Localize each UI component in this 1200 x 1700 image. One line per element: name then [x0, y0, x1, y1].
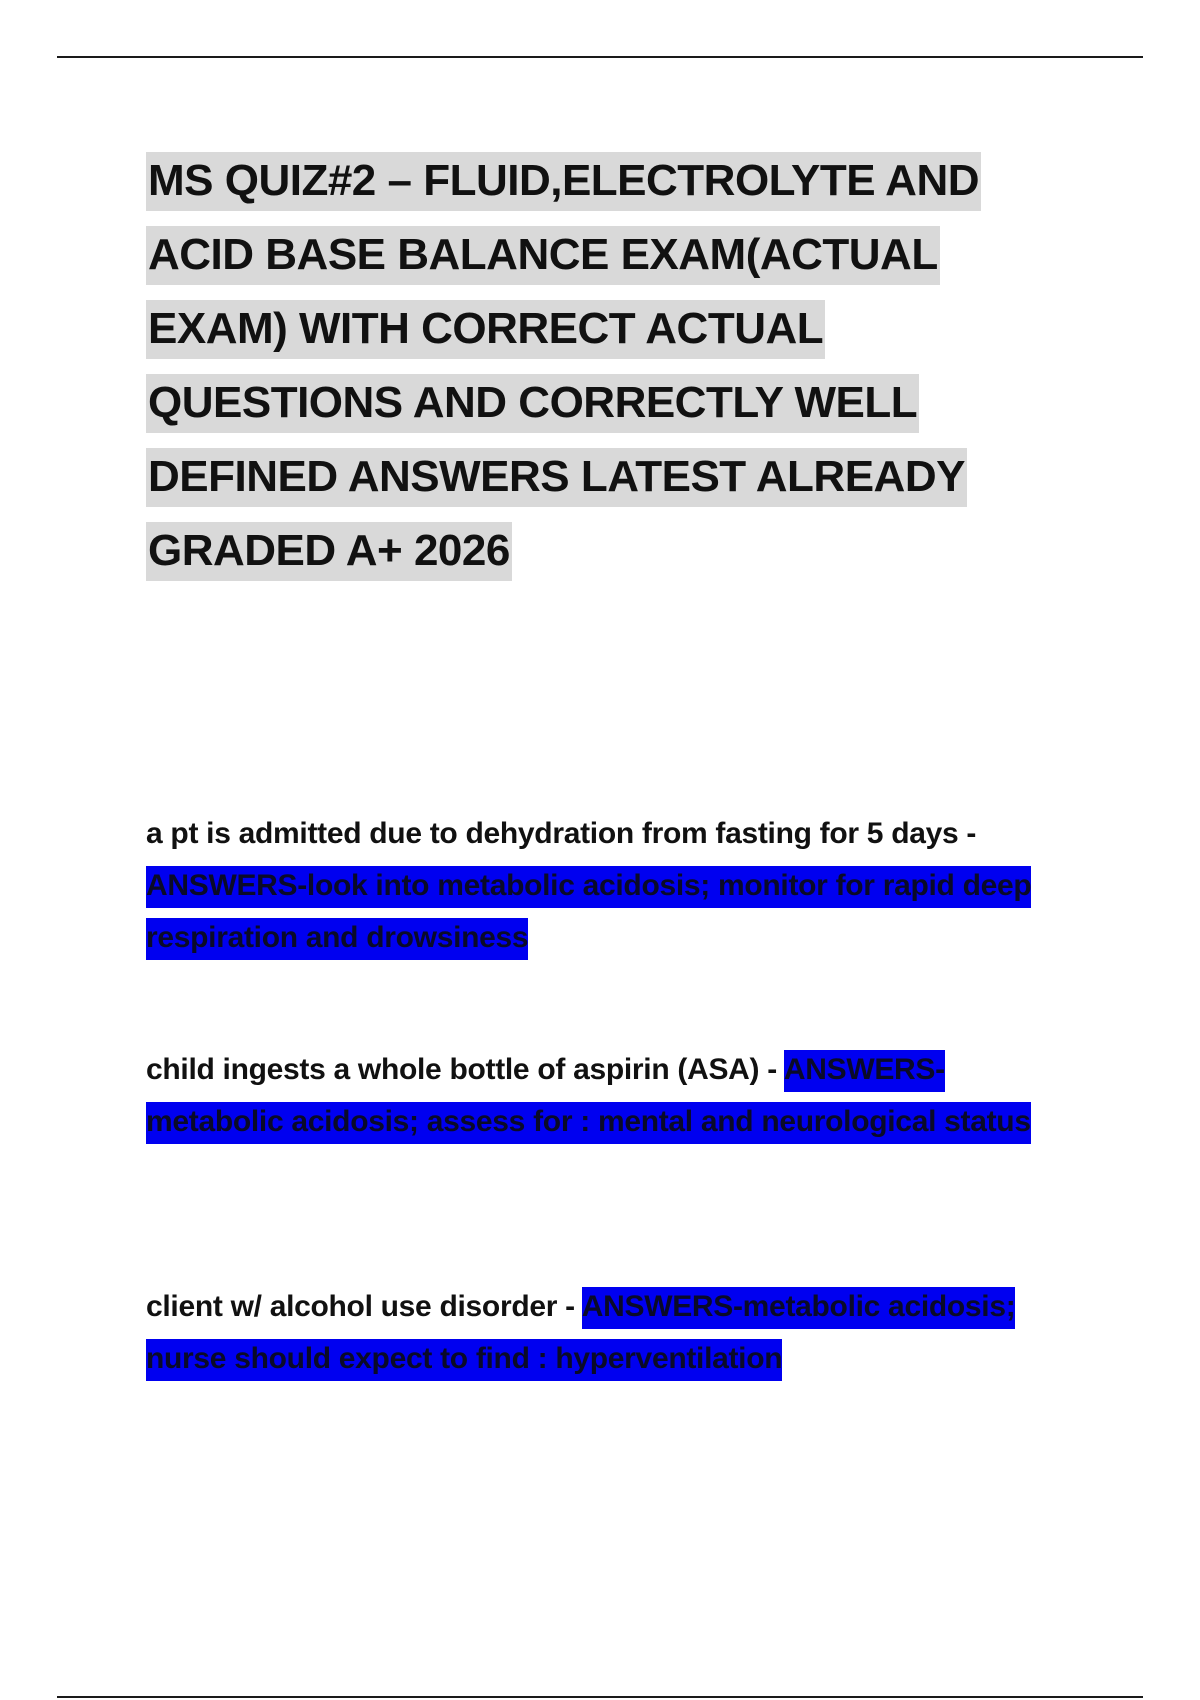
question-text: child ingests a whole bottle of aspirin (ASA) - — [146, 1053, 784, 1086]
answer-text: ANSWERS-look into metabolic acidosis; monitor for rapid deep respiration and drowsiness — [146, 866, 1031, 960]
top-rule — [57, 56, 1143, 58]
document-title-text: MS QUIZ#2 – FLUID,ELECTROLYTE AND ACID BASE BALANCE EXAM(ACTUAL EXAM) WITH CORRECT ACTUAL QUESTIONS AND CORRECTLY WELL DEFINED ANSWERS LATEST ALREADY GRADED A+ 2026 — [146, 152, 981, 581]
qa-item — [146, 808, 1056, 964]
question-text: a pt is admitted due to dehydration from fasting for 5 days - — [146, 817, 977, 850]
document-title — [146, 144, 1066, 588]
qa-item — [146, 1281, 1056, 1385]
qa-item — [146, 1044, 1056, 1148]
question-text: client w/ alcohol use disorder - — [146, 1290, 582, 1323]
answer-text: ANSWERS-metabolic acidosis; nurse should expect to find : hyperventilation — [146, 1287, 1015, 1381]
answer-text: ANSWERS-metabolic acidosis; assess for : mental and neurological status — [146, 1050, 1031, 1144]
bottom-rule — [57, 1696, 1143, 1698]
